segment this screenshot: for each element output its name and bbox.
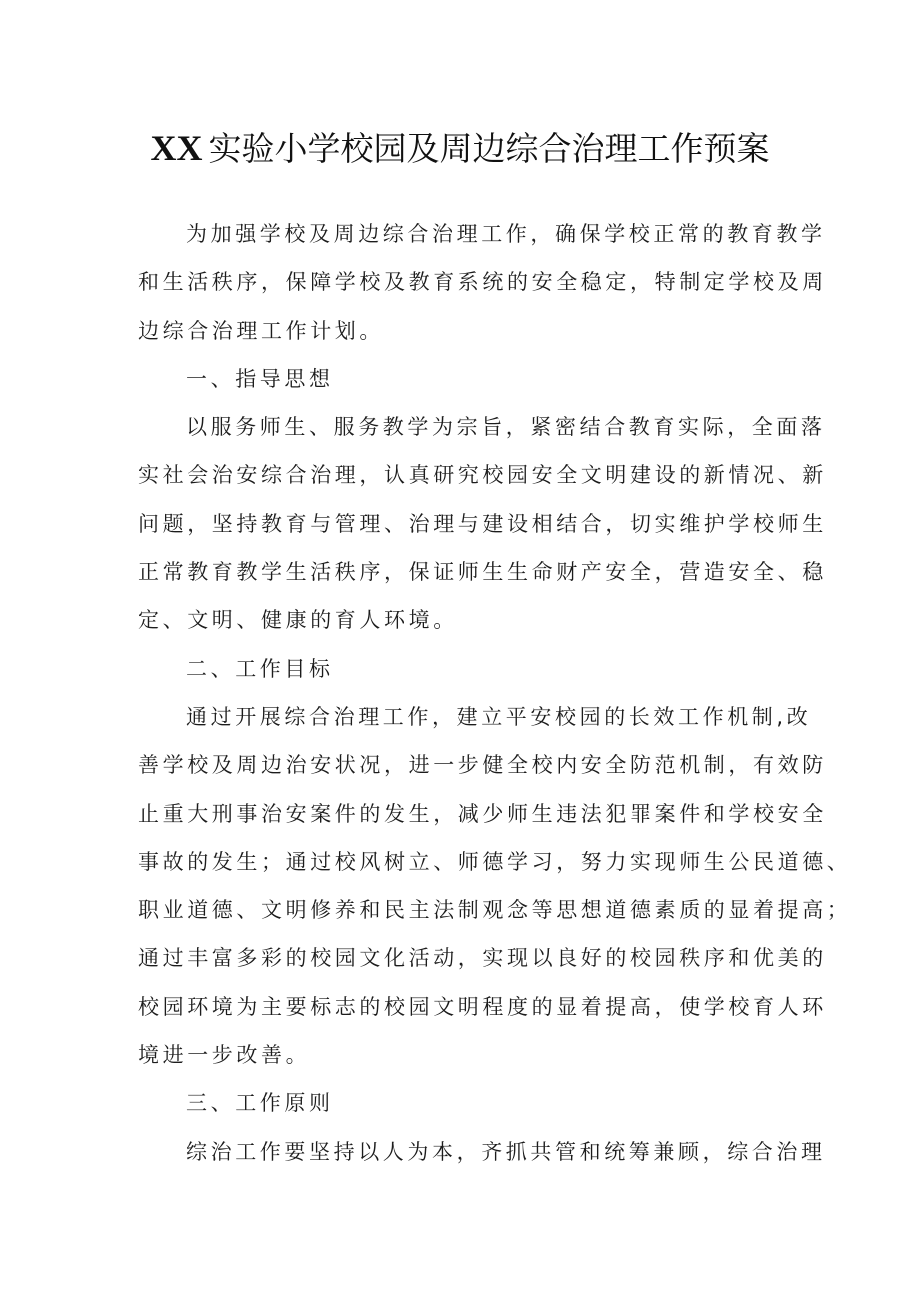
paragraph-line: 边综合治理工作计划。 — [138, 318, 384, 343]
paragraph-line: 正常教育教学生活秩序，保证师生生命财产安全，营造安全、稳 — [138, 560, 827, 585]
paragraph-line: 境进一步改善。 — [138, 1043, 311, 1068]
title-text: 实验小学校园及周边综合治理工作预案 — [208, 129, 770, 168]
title-prefix: XX — [150, 128, 203, 168]
paragraph-line: 校园环境为主要标志的校园文明程度的显着提高，使学校育人环 — [138, 994, 827, 1019]
paragraph-line: 为加强学校及周边综合治理工作，确保学校正常的教育教学 — [186, 222, 826, 246]
paragraph-line: 以服务师生、服务教学为宗旨，紧密结合教育实际，全面落 — [186, 415, 826, 440]
section-heading-work-principles: 三、工作原则 — [186, 1091, 334, 1116]
paragraph-line: 善学校及周边治安状况，进一步健全校内安全防范机制，有效防 — [138, 753, 827, 778]
paragraph-line: 问题，坚持教育与管理、治理与建设相结合，切实维护学校师生 — [138, 511, 827, 536]
paragraph-line: 职业道德、文明修养和民主法制观念等思想道德素质的显着提高； — [138, 898, 852, 923]
paragraph-line: 通过开展综合治理工作，建立平安校园的长效工作机制,改 — [186, 704, 812, 729]
paragraph-line: 事故的发生；通过校风树立、师德学习，努力实现师生公民道德、 — [138, 849, 852, 874]
paragraph-line: 定、文明、健康的育人环境。 — [138, 608, 458, 633]
paragraph-line: 和生活秩序，保障学校及教育系统的安全稳定，特制定学校及周 — [138, 270, 827, 295]
paragraph-line: 止重大刑事治安案件的发生，减少师生违法犯罪案件和学校安全 — [138, 801, 827, 826]
paragraph-line: 通过丰富多彩的校园文化活动，实现以良好的校园秩序和优美的 — [138, 946, 827, 971]
paragraph-line: 综治工作要坚持以人为本，齐抓共管和统筹兼顾，综合治理 — [186, 1139, 826, 1164]
document-body — [138, 210, 852, 1176]
section-heading-guiding-ideology: 一、指导思想 — [186, 366, 334, 391]
section-heading-work-goals: 二、工作目标 — [186, 656, 334, 681]
paragraph-line: 实社会治安综合治理，认真研究校园安全文明建设的新情况、新 — [138, 463, 827, 488]
document-title — [0, 126, 920, 171]
